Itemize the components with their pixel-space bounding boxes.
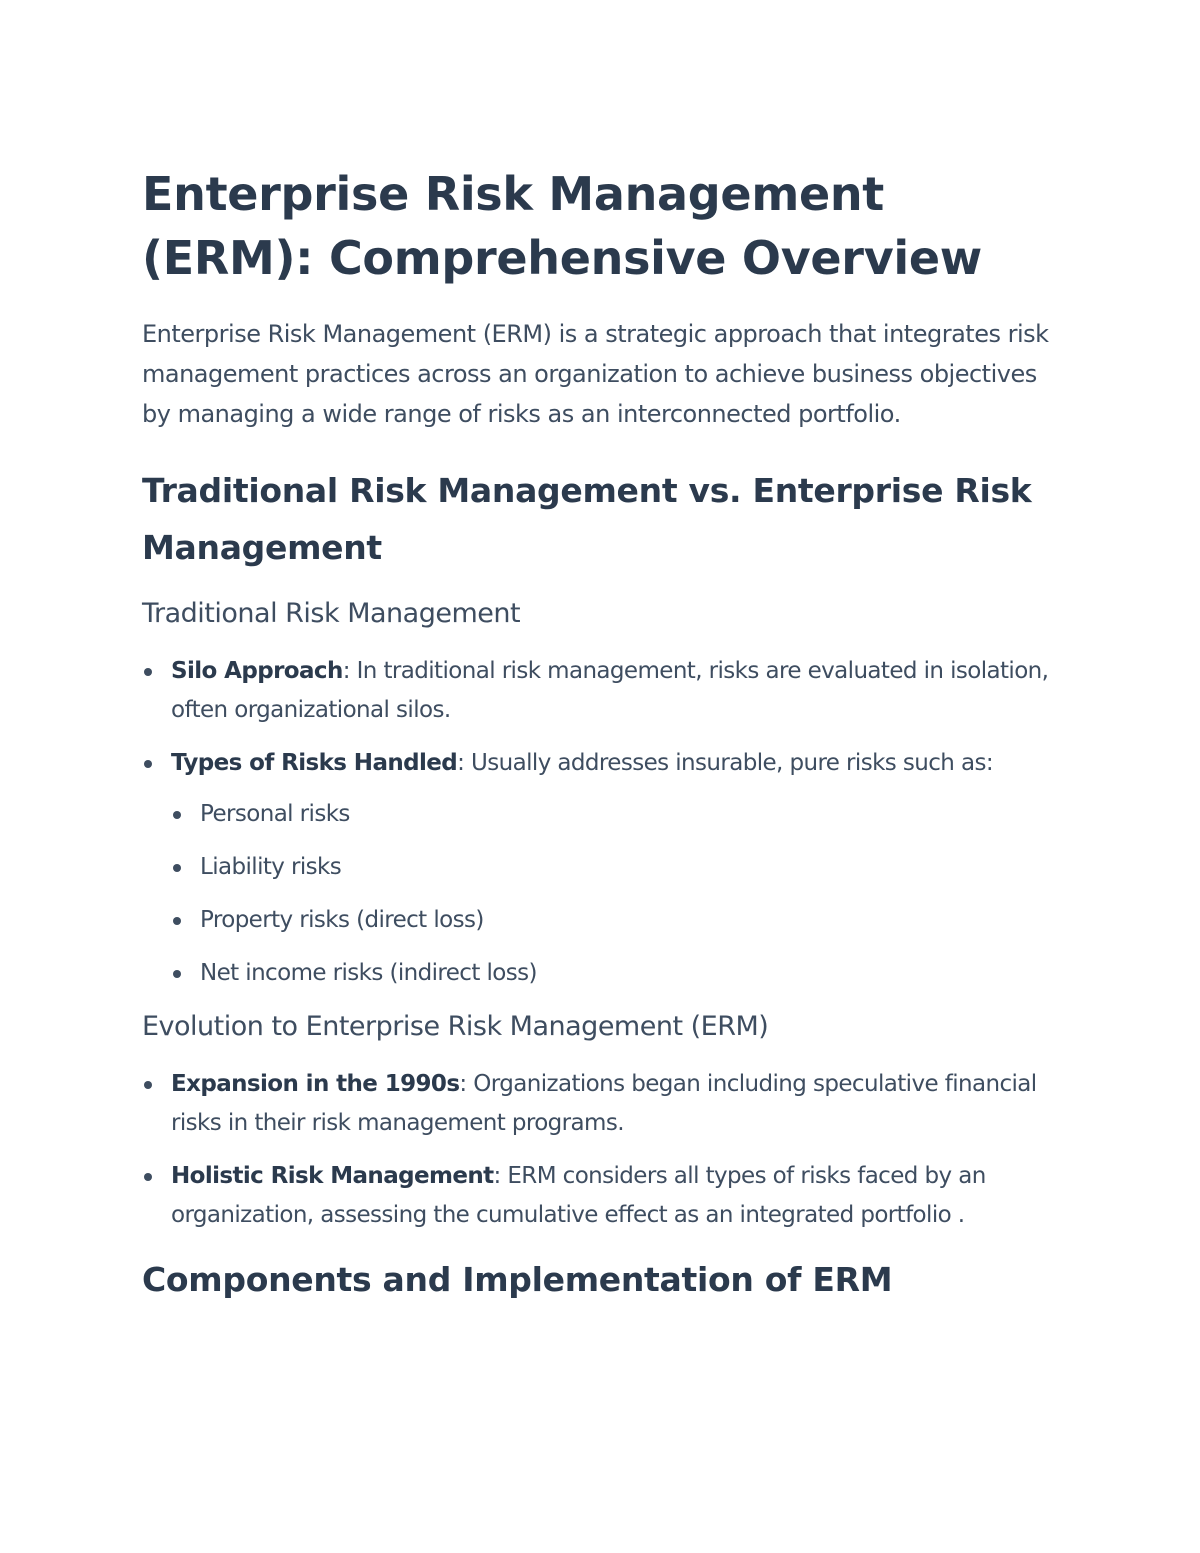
list-item-label: Expansion in the 1990s [171,1071,460,1097]
list-item-text: : In traditional risk management, risks are evaluated in isolation, often organizational silos. [171,658,1049,723]
subheading-evolution: Evolution to Enterprise Risk Management (ERM) [142,1011,769,1042]
list-item-holistic [142,1157,1060,1235]
list-item-label: Holistic Risk Management [171,1163,494,1189]
list-item-label: Silo Approach [171,658,343,684]
list-item-expansion [142,1065,1060,1143]
sublist-item: Liability risks [171,848,1060,887]
list-item-text: : Organizations began including speculative financial risks in their risk management programs. [171,1071,1037,1136]
section-heading-components: Components and Implementation of ERM [142,1260,893,1299]
evolution-list [142,1065,1060,1235]
sublist-item: Property risks (direct loss) [171,901,1060,940]
subheading-traditional: Traditional Risk Management [142,598,521,629]
intro-paragraph: Enterprise Risk Management (ERM) is a strategic approach that integrates risk management practices across an organization to achieve business objectives by managing a wide range of risks as an interconnected portfolio. [142,320,1049,428]
list-item-label: Types of Risks Handled [171,750,458,776]
risk-types-sublist [171,795,1060,993]
section-heading-comparison: Traditional Risk Management vs. Enterprise Risk Management [142,471,1032,567]
list-item-text: : Usually addresses insurable, pure risks such as: [457,750,994,776]
list-item-silo-approach [142,652,1060,730]
traditional-list [142,652,1060,993]
sublist-item: Net income risks (indirect loss) [171,954,1060,993]
page-title: Enterprise Risk Management (ERM): Comprehensive Overview [142,167,982,285]
list-item-risk-types [142,744,1060,993]
sublist-item: Personal risks [171,795,1060,834]
list-item-text: : ERM considers all types of risks faced by an organization, assessing the cumulative effect as an integrated portfolio . [171,1163,986,1228]
